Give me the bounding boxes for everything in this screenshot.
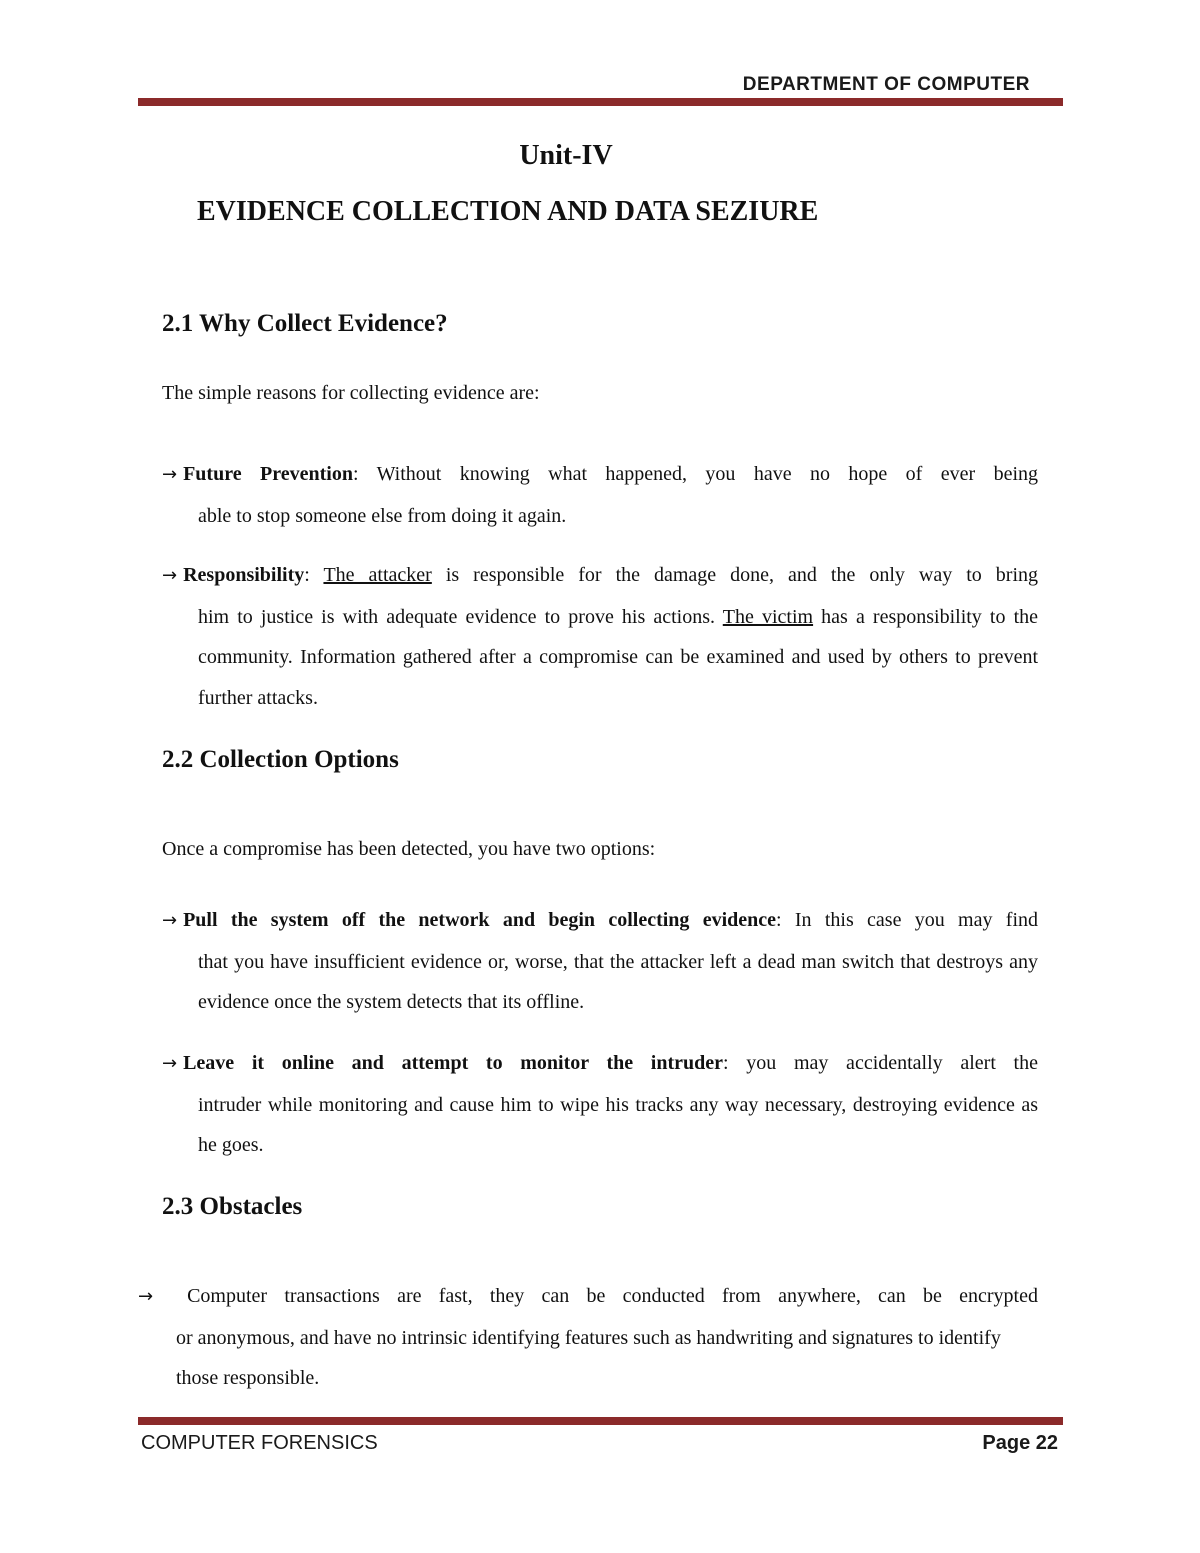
bullet-text-b: has a responsibility to the community. Information gathered after a compromise can be examined and used by others to prevent further attacks. <box>198 605 1039 709</box>
section1-intro: The simple reasons for collecting evidence are: <box>162 382 540 404</box>
underlined-victim: The victim <box>722 605 814 628</box>
unit-title: Unit-IV <box>519 140 613 171</box>
arrow-icon: → <box>162 565 178 586</box>
footer-rule <box>138 1417 1063 1425</box>
header-rule <box>138 98 1063 106</box>
bullet-leave-online <box>162 1043 1038 1166</box>
bullet-continuation: that you have insufficient evidence or, worse, that the attacker left a dead man switch that destroys any evidence once the system detects that its offline. <box>198 950 1038 1013</box>
bullet-colon: : <box>304 564 324 586</box>
section2-intro: Once a compromise has been detected, you have two options: <box>162 838 656 860</box>
bullet-text: : Without knowing what happened, you have no hope of ever being <box>352 463 1038 485</box>
department-header: DEPARTMENT OF COMPUTER <box>742 74 1030 95</box>
bullet-first-line <box>162 1043 1038 1085</box>
bullet-term: Leave it online and attempt to monitor the intruder <box>183 1052 724 1074</box>
underlined-attacker: The attacker <box>323 564 432 586</box>
arrow-icon: → <box>138 1286 154 1307</box>
bullet-first-line <box>162 555 1038 597</box>
bullet-text: : you may accidentally alert the <box>723 1052 1038 1074</box>
bullet-continuation: or anonymous, and have no intrinsic identifying features such as handwriting and signatures to identify those responsible. <box>176 1326 1001 1389</box>
bullet-continuation: intruder while monitoring and cause him to wipe his tracks any way necessary, destroying evidence as he goes. <box>198 1093 1038 1156</box>
bullet-text-a: him to justice is with adequate evidence to prove his actions. <box>198 605 723 628</box>
bullet-text: is responsible for the damage done, and the only way to bring <box>431 564 1039 586</box>
bullet-first-line <box>138 1276 1038 1318</box>
bullet-first-line <box>162 454 1038 496</box>
chapter-title: EVIDENCE COLLECTION AND DATA SEZIURE <box>197 196 819 227</box>
bullet-text: : In this case you may find <box>776 909 1038 931</box>
bullet-term: Responsibility <box>183 564 305 586</box>
bullet-responsibility <box>162 555 1038 718</box>
bullet-obstacles <box>138 1276 1038 1399</box>
bullet-continuation: able to stop someone else from doing it again. <box>198 504 567 527</box>
bullet-first-line <box>162 900 1038 942</box>
page-number: Page 22 <box>982 1432 1058 1454</box>
footer-course-name: COMPUTER FORENSICS <box>141 1432 378 1454</box>
section-heading-why-collect: 2.1 Why Collect Evidence? <box>162 310 448 337</box>
arrow-icon: → <box>162 464 178 485</box>
arrow-icon: → <box>162 910 178 931</box>
bullet-text: Computer transactions are fast, they can be conducted from anywhere, can be encrypted <box>187 1285 1038 1307</box>
bullet-pull-system <box>162 900 1038 1023</box>
bullet-term: Future Prevention <box>183 463 353 485</box>
bullet-continuation <box>162 597 1038 719</box>
bullet-future-prevention <box>162 454 1038 536</box>
arrow-icon: → <box>162 1053 178 1074</box>
section-heading-collection-options: 2.2 Collection Options <box>162 746 399 773</box>
bullet-term: Pull the system off the network and begin collecting evidence <box>183 909 777 931</box>
section-heading-obstacles: 2.3 Obstacles <box>162 1193 303 1220</box>
